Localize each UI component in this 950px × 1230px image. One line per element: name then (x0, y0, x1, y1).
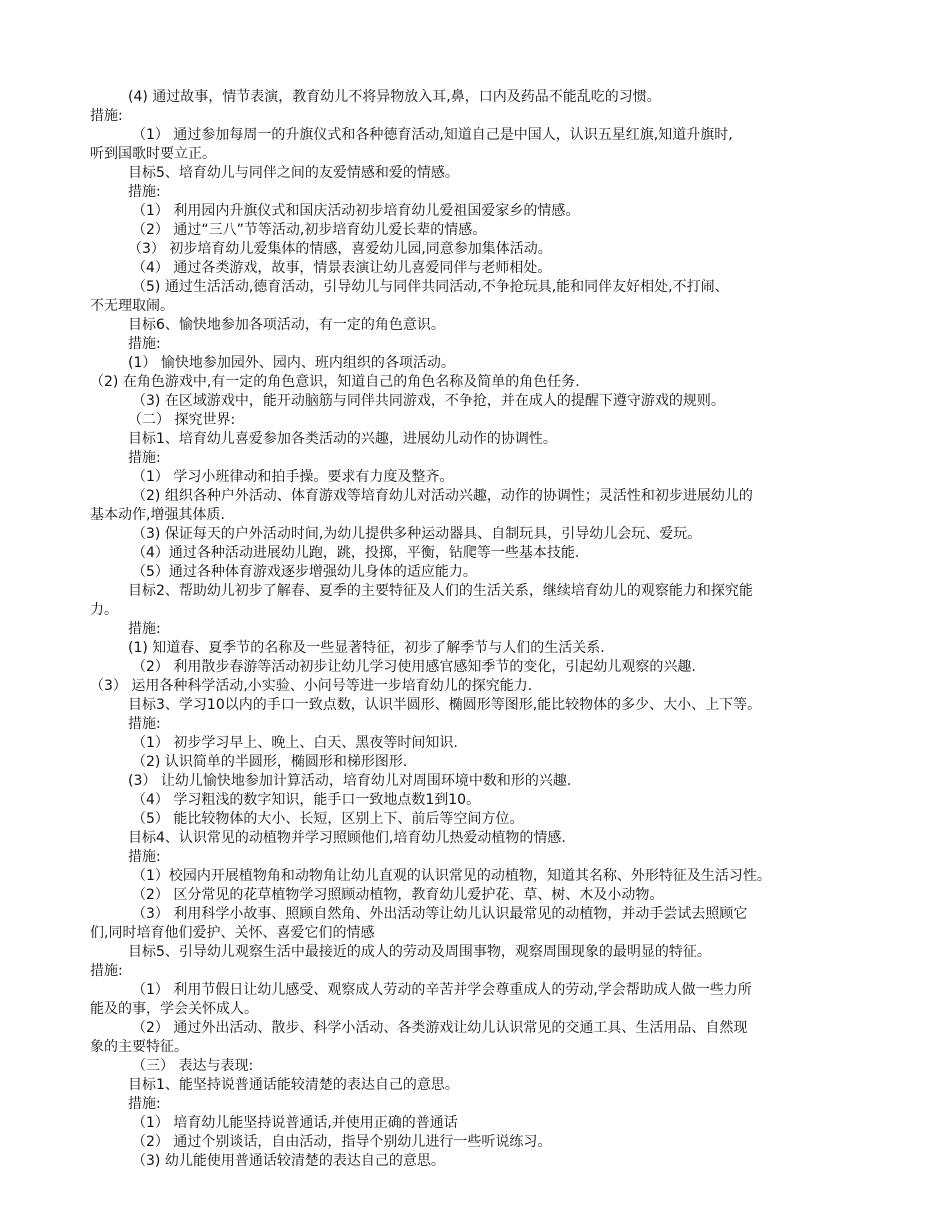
text-line: （三） 表达与表现: (132, 1058, 254, 1074)
text-line: （2) 在角色游戏中,有一定的角色意识，知道自己的角色名称及简单的角色任务. (90, 374, 580, 390)
text-line: 力。 (90, 602, 118, 618)
text-line: （1） 初步学习早上、晚上、白天、黑夜等时间知识. (132, 735, 458, 751)
text-line: （2) 认识简单的半圆形，椭圆形和梯形图形. (132, 754, 408, 770)
text-line: 措施: (128, 450, 161, 466)
text-line: （5） 能比较物体的大小、长短，区别上下、前后等空间方位。 (132, 811, 524, 827)
text-line: （1） 培育幼儿能坚持说普通话,并使用正确的普通话 (132, 1115, 458, 1131)
text-line: 目标6、愉快地参加各项活动，有一定的角色意识。 (128, 317, 445, 333)
text-line: 措施: (128, 184, 161, 200)
text-line: （2） 利用散步春游等活动初步让幼儿学习使用感官感知季节的变化，引起幼儿观察的兴趣. (132, 659, 696, 675)
text-line: （4） 通过各类游戏，故事，情景表演让幼儿喜爱同伴与老师相处。 (132, 260, 552, 276)
text-line: 目标1、能坚持说普通话能较清楚的表达自己的意思。 (128, 1077, 459, 1093)
text-line: （3） 利用科学小故事、照顾自然角、外出活动等让幼儿认识最常见的动植物，并动手尝试去照顾它 (132, 906, 748, 922)
text-line: 不无理取闹。 (90, 298, 174, 314)
text-line: (4) 通过故事，情节表演，教育幼儿不将异物放入耳,鼻，口内及药品不能乱吃的习惯。 (128, 89, 661, 105)
text-line: 措施: (128, 336, 161, 352)
text-line: 措施: (128, 1096, 161, 1112)
text-line: （1） 利用节假日让幼儿感受、观察成人劳动的辛苦并学会尊重成人的劳动,学会帮助成人做一些力所 (132, 982, 752, 998)
text-line: （3) 保证每天的户外活动时间,为幼儿提供多种运动器具、自制玩具，引导幼儿会玩、爱玩。 (132, 526, 702, 542)
text-line: 目标5、培育幼儿与同伴之间的友爱情感和爱的情感。 (128, 165, 459, 181)
text-line: （1） 利用园内升旗仪式和国庆活动初步培育幼儿爱祖国爱家乡的情感。 (132, 203, 580, 219)
text-line: 措施: (128, 716, 161, 732)
text-line: 目标2、帮助幼儿初步了解春、夏季的主要特征及人们的生活关系，继续培育幼儿的观察能力和探究能 (128, 583, 753, 599)
text-line: 目标4、认识常见的动植物并学习照顾他们,培育幼儿热爱动植物的情感. (128, 830, 566, 846)
text-line: 目标1、培育幼儿喜爱参加各类活动的兴趣，进展幼儿动作的协调性。 (128, 431, 557, 447)
text-line: （1） 通过参加每周一的升旗仪式和各种德育活动,知道自己是中国人，认识五星红旗,知道升旗时, (132, 127, 733, 143)
text-line: （5）通过各种体育游戏逐步增强幼儿身体的适应能力。 (132, 564, 477, 580)
text-line: 听到国歌时要立正。 (90, 146, 216, 162)
text-line: 措施: (90, 963, 123, 979)
text-line: （4）通过各种活动进展幼儿跑，跳，投掷，平衡，钻爬等一些基本技能. (132, 545, 580, 561)
text-line: （2） 通过个别谈话，自由活动，指导个别幼儿进行一些听说练习。 (132, 1134, 552, 1150)
text-line: 象的主要特征。 (90, 1039, 188, 1055)
text-line: （3) 幼儿能使用普通话较清楚的表达自己的意思。 (132, 1153, 445, 1169)
text-line: （1） 学习小班律动和拍手操。要求有力度及整齐。 (132, 469, 454, 485)
text-line: 基本动作,增强其体质. (90, 507, 225, 523)
text-line: (1) 知道春、夏季节的名称及一些显著特征，初步了解季节与人们的生活关系. (128, 640, 605, 656)
text-line: 措施: (128, 621, 161, 637)
text-line: （二） 探究世界: (128, 412, 236, 428)
text-line: （2） 通过外出活动、散步、科学小活动、各类游戏让幼儿认识常见的交通工具、生活用品、自然现 (132, 1020, 748, 1036)
text-line: 措施: (128, 849, 161, 865)
text-line: （5) 通过生活活动,德育活动，引导幼儿与同伴共同活动,不争抢玩具,能和同伴友好相处,不打闹、 (132, 279, 729, 295)
text-line: (1） 愉快地参加园外、园内、班内组织的各项活动。 (128, 355, 455, 371)
text-line: (3） 让幼儿愉快地参加计算活动，培育幼儿对周围环境中数和形的兴趣. (128, 773, 572, 789)
text-line: 目标3、学习10以内的手口一致点数，认识半圆形、椭圆形等图形,能比较物体的多少、大小、上下等。 (128, 697, 762, 713)
text-line: 们,同时培育他们爱护、关怀、喜爱它们的情感 (90, 925, 375, 941)
text-line: （2） 区分常见的花草植物学习照顾动植物，教育幼儿爱护花、草、树、木及小动物。 (132, 887, 664, 903)
text-line: 能及的事，学会关怀成人。 (90, 1001, 258, 1017)
text-line: （3) 在区域游戏中，能开动脑筋与同伴共同游戏，不争抢，并在成人的提醒下遵守游戏的规则。 (132, 393, 725, 409)
text-line: （3） 初步培育幼儿爱集体的情感，喜爱幼儿园,同意参加集体活动。 (128, 241, 552, 257)
text-line: 目标5、引导幼儿观察生活中最接近的成人的劳动及周围事物，观察周围现象的最明显的特征。 (128, 944, 711, 960)
text-line: （2) 组织各种户外活动、体育游戏等培育幼儿对活动兴趣，动作的协调性；灵活性和初步进展幼儿的 (132, 488, 753, 504)
text-line: （3） 运用各种科学活动,小实验、小问号等进一步培育幼儿的探究能力. (90, 678, 533, 694)
text-line: 措施: (90, 108, 123, 124)
text-line: （2） 通过“三八”节等活动,初步培育幼儿爱长辈的情感。 (132, 222, 487, 238)
text-line: （4） 学习粗浅的数字知识，能手口一致地点数1到10。 (132, 792, 481, 808)
text-line: （1）校园内开展植物角和动物角让幼儿直观的认识常见的动植物，知道其名称、外形特征及生活习性。 (132, 868, 771, 884)
